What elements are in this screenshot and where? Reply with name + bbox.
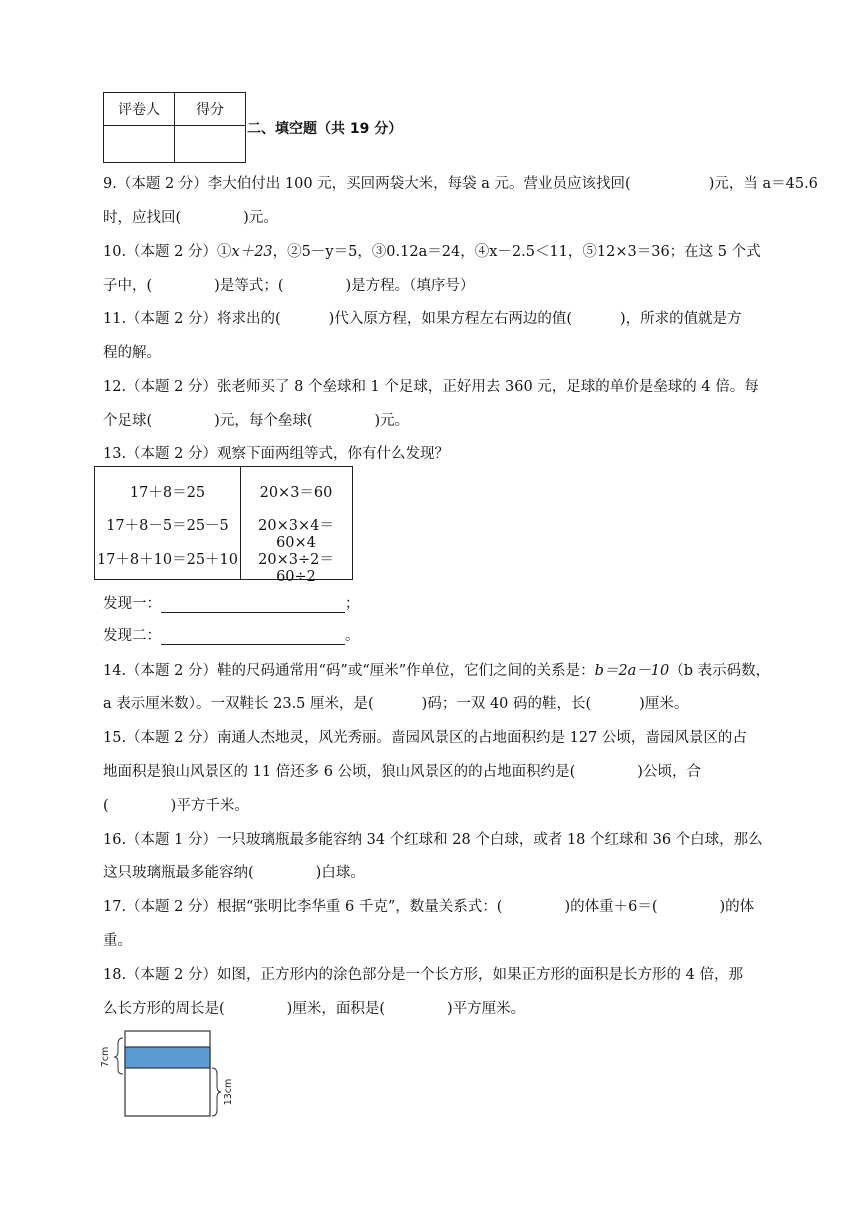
discovery-1: 发现一： ；: [103, 596, 360, 612]
equation: 20×3＝60: [259, 485, 333, 501]
equation: 17＋8＝25: [129, 485, 206, 501]
equation: 20×3÷2＝60÷2: [258, 552, 334, 585]
question-15-line-1: 15.（本题 2 分）南通人杰地灵，风光秀丽。啬园风景区的占地面积约是 127 公顷，啬园风景区的占: [103, 730, 747, 746]
question-17-line-1: 17.（本题 2 分）根据“张明比李华重 6 千克”，数量关系式：( )的体重＋6＝( )的体: [103, 899, 755, 915]
shaded-rectangle: [125, 1047, 210, 1068]
equation: 17＋8－5＝25－5: [106, 518, 229, 534]
question-14-line-2: a 表示厘米数）。一双鞋长 23.5 厘米，是( )码；一双 40 码的鞋，长( )厘米。: [103, 696, 689, 712]
question-10-line-2: 子中，( )是等式；( )是方程。（填序号）: [103, 278, 475, 294]
brace-13cm: [212, 1068, 221, 1116]
question-12-line-2: 个足球( )元，每个垒球( )元。: [103, 413, 410, 429]
score-cell: [175, 126, 246, 163]
question-10-line-1: 10.（本题 2 分）①x＋23，②5－y＝5，③0.12a＝24，④x－2.5＜11，⑤12×3＝36；在这 5 个式: [103, 244, 761, 260]
question-12-line-1: 12.（本题 2 分）张老师买了 8 个垒球和 1 个足球，正好用去 360 元，足球的单价是垒球的 4 倍。每: [103, 379, 759, 395]
question-15-line-2: 地面积是狼山风景区的 11 倍还多 6 公顷，狼山风景区的的占地面积约是( )公顷，合: [103, 764, 701, 780]
section-title: 二、填空题（共 19 分）: [247, 121, 403, 137]
label-13cm: 13cm: [223, 1078, 234, 1106]
question-16-line-2: 这只玻璃瓶最多能容纳( )白球。: [103, 865, 365, 881]
equation: 20×3×4＝60×4: [258, 518, 334, 551]
discovery-2: 发现二： 。: [103, 628, 360, 644]
score-table: [103, 92, 246, 163]
question-18-line-1: 18.（本题 2 分）如图，正方形内的涂色部分是一个长方形，如果正方形的面积是长方形的 4 倍，那: [103, 967, 743, 983]
question-17-line-2: 重。: [103, 933, 132, 949]
grader-header: 评卷人: [104, 93, 175, 126]
grader-cell: [104, 126, 175, 163]
question-16-line-1: 16.（本题 1 分）一只玻璃瓶最多能容纳 34 个红球和 28 个白球，或者 18 个红球和 36 个白球，那么: [103, 832, 763, 848]
question-11-line-2: 程的解。: [103, 345, 161, 361]
equation: 17＋8＋10＝25＋10: [96, 552, 239, 568]
question-15-line-3: ( )平方千米。: [103, 798, 249, 814]
square: [125, 1031, 210, 1116]
question-9-line-1: 9.（本题 2 分）李大伯付出 100 元，买回两袋大米，每袋 a 元。营业员应该找回( )元，当 a＝45.6: [103, 176, 818, 192]
equation-table: [94, 466, 353, 585]
brace-7cm: [114, 1038, 123, 1074]
equation-group-right: [240, 467, 351, 585]
question-13-text: 13.（本题 2 分）观察下面两组等式，你有什么发现？: [103, 446, 450, 462]
equation-group-left: [95, 467, 240, 579]
question-11-line-1: 11.（本题 2 分）将求出的( )代入原方程，如果方程左右两边的值( )，所求的值就是方: [103, 311, 742, 327]
label-7cm: 7cm: [100, 1046, 111, 1068]
question-9-line-2: 时，应找回( )元。: [103, 210, 278, 226]
square-figure: [96, 1028, 246, 1120]
question-14-line-1: 14.（本题 2 分）鞋的尺码通常用“码”或“厘米”作单位，它们之间的关系是：b＝2a－10（b 表示码数，: [103, 663, 771, 679]
question-18-line-2: 么长方形的周长是( )厘米，面积是( )平方厘米。: [103, 1001, 526, 1017]
score-header: 得分: [175, 93, 246, 126]
